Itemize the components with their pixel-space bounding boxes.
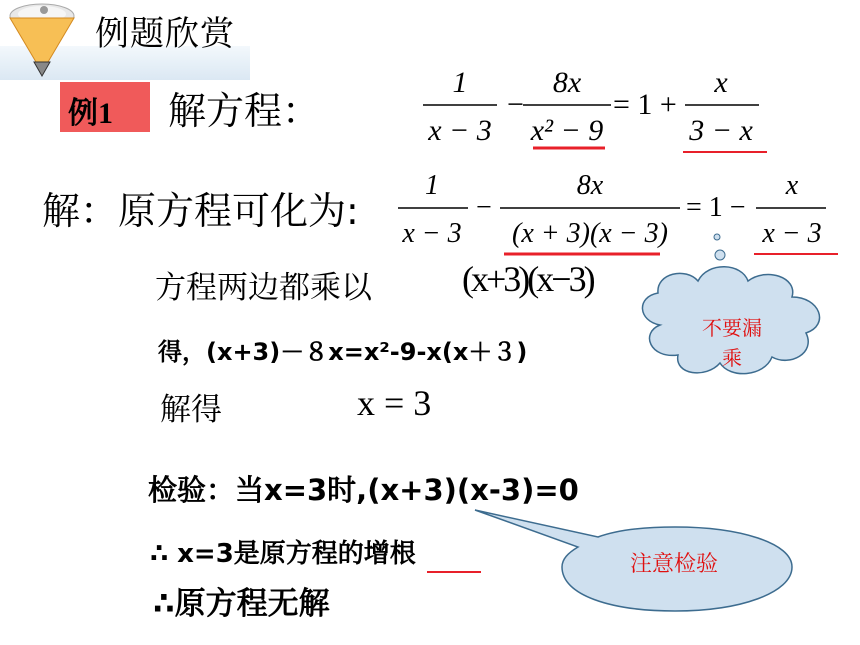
transformed-frac3-numerator: x: [785, 170, 799, 201]
extraneous-root-conclusion: ∴ x=3是原方程的增根: [150, 539, 416, 569]
cloud-text-line1: 不要漏: [702, 316, 762, 340]
transformed-minus-sign: −: [476, 192, 492, 223]
problem-frac3-numerator: x: [714, 66, 728, 99]
check-text: 检验：当x=3时,(x+3)(x-3)=0: [148, 473, 579, 507]
header-bar: [0, 0, 250, 62]
funnel-icon: [0, 0, 92, 80]
problem-equals: = 1 +: [613, 88, 677, 121]
problem-frac2-numerator: 8x: [552, 66, 582, 99]
thought-cloud-callout: [620, 225, 850, 395]
speech-bubble-callout: [470, 505, 800, 625]
solved-value: x = 3: [357, 383, 432, 423]
problem-label: 解方程：: [168, 89, 321, 133]
problem-frac2-denominator: x² − 9: [530, 114, 604, 147]
problem-frac1-numerator: 1: [452, 66, 468, 99]
solved-label: 解得: [160, 392, 222, 428]
problem-minus-sign: −: [507, 88, 524, 121]
cloud-dot-medium: [715, 250, 725, 260]
transformed-frac2-numerator: 8x: [576, 170, 604, 201]
step1-expression: (x+3)(x−3): [462, 259, 593, 299]
solution-intro: 解：原方程可化为:: [42, 189, 359, 233]
transformed-frac3-denominator: x − 3: [762, 218, 822, 249]
no-solution-conclusion: ∴原方程无解: [153, 586, 330, 622]
step1-text: 方程两边都乘以: [155, 270, 372, 306]
example-badge: [60, 82, 150, 132]
cloud-dot-small: [714, 234, 720, 240]
cloud-text-line2: 乘: [722, 346, 742, 370]
transformed-equals: = 1 −: [686, 192, 746, 223]
transformed-frac2-denominator: (x + 3)(x − 3): [512, 218, 668, 249]
problem-equation: [415, 58, 775, 158]
slide-title: 例题欣赏: [95, 14, 235, 54]
problem-frac1-denominator: x − 3: [428, 114, 492, 147]
example-badge-label: 例1: [68, 97, 113, 130]
speech-bubble-text: 注意检验: [629, 552, 719, 577]
step2-text: 得，(x+3)－８x=x²-9-x(x＋３): [158, 338, 528, 366]
transformed-frac1-denominator: x − 3: [402, 218, 462, 249]
transformed-frac1-numerator: 1: [425, 170, 439, 201]
problem-frac3-denominator: 3 − x: [689, 114, 753, 147]
